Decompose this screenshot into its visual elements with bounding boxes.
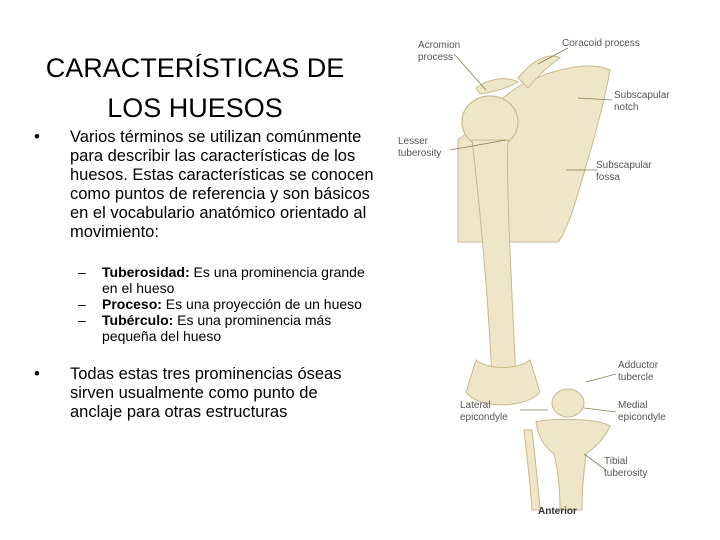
anatomy-figure: [398, 30, 688, 525]
bullet-1-line: movimiento:: [70, 223, 159, 241]
sub-text: Es una proyección de un hueso: [161, 296, 362, 312]
label-subscapular-fossa: Subscapular fossa: [596, 160, 652, 183]
sub-list: [78, 264, 402, 344]
sub-dash: –: [78, 264, 86, 280]
bullet-1-line: Varios términos se utilizan comúnmente: [70, 128, 362, 146]
label-anterior: Anterior: [538, 506, 577, 517]
bullet-2-line: Todas estas tres prominencias óseas: [70, 365, 342, 383]
bullet-dot: •: [34, 128, 40, 146]
bullet-2-line: anclaje para otras estructuras: [70, 403, 288, 421]
sub-dash: –: [78, 312, 86, 328]
sub-term: Proceso:: [102, 296, 162, 312]
label-medial-epicondyle: Medial epicondyle: [618, 400, 666, 423]
sub-text: en el hueso: [102, 280, 175, 296]
patella: [552, 389, 584, 417]
bullet-1-line: huesos. Estas características se conocen: [70, 166, 374, 184]
label-lateral-epicondyle: Lateral epicondyle: [460, 400, 508, 423]
label-tibial-tuberosity: Tibial tuberosity: [604, 456, 648, 479]
bullet-1-line: en el vocabulario anatómico orientado al: [70, 204, 367, 222]
bullet-1: [34, 128, 402, 242]
sub-term: Tubérculo:: [102, 312, 174, 328]
label-lesser-tuberosity: Lesser tuberosity: [398, 136, 442, 159]
bullet-2-line: sirven usualmente como punto de: [70, 384, 318, 402]
bullet-2: [34, 365, 402, 422]
sub-text: pequeña del hueso: [102, 328, 222, 344]
bullet-1-line: como puntos de referencia y son básicos: [70, 185, 370, 203]
sub-text: Es una prominencia más: [173, 312, 332, 328]
label-subscapular-notch: Subscapular notch: [614, 90, 670, 113]
label-acromion: Acromion process: [418, 40, 461, 63]
fibula: [524, 430, 540, 510]
sub-item-tuberosidad: [78, 264, 402, 296]
label-adductor-tubercle: Adductor tubercle: [618, 360, 659, 383]
sub-item-tuberculo: [78, 312, 402, 344]
sub-dash: –: [78, 296, 86, 312]
text-area: [34, 128, 402, 422]
sub-text: Es una prominencia grande: [189, 264, 365, 280]
bullet-1-line: para describir las características de los: [70, 147, 356, 165]
title-line-1: CARACTERÍSTICAS DE: [45, 53, 345, 84]
slide-title: [40, 48, 350, 128]
sub-term: Tuberosidad:: [102, 264, 190, 280]
title-line-2: LOS HUESOS: [107, 93, 283, 124]
bullet-dot: •: [34, 365, 40, 383]
label-coracoid: Coracoid process: [562, 38, 640, 49]
sub-item-proceso: [78, 296, 402, 312]
